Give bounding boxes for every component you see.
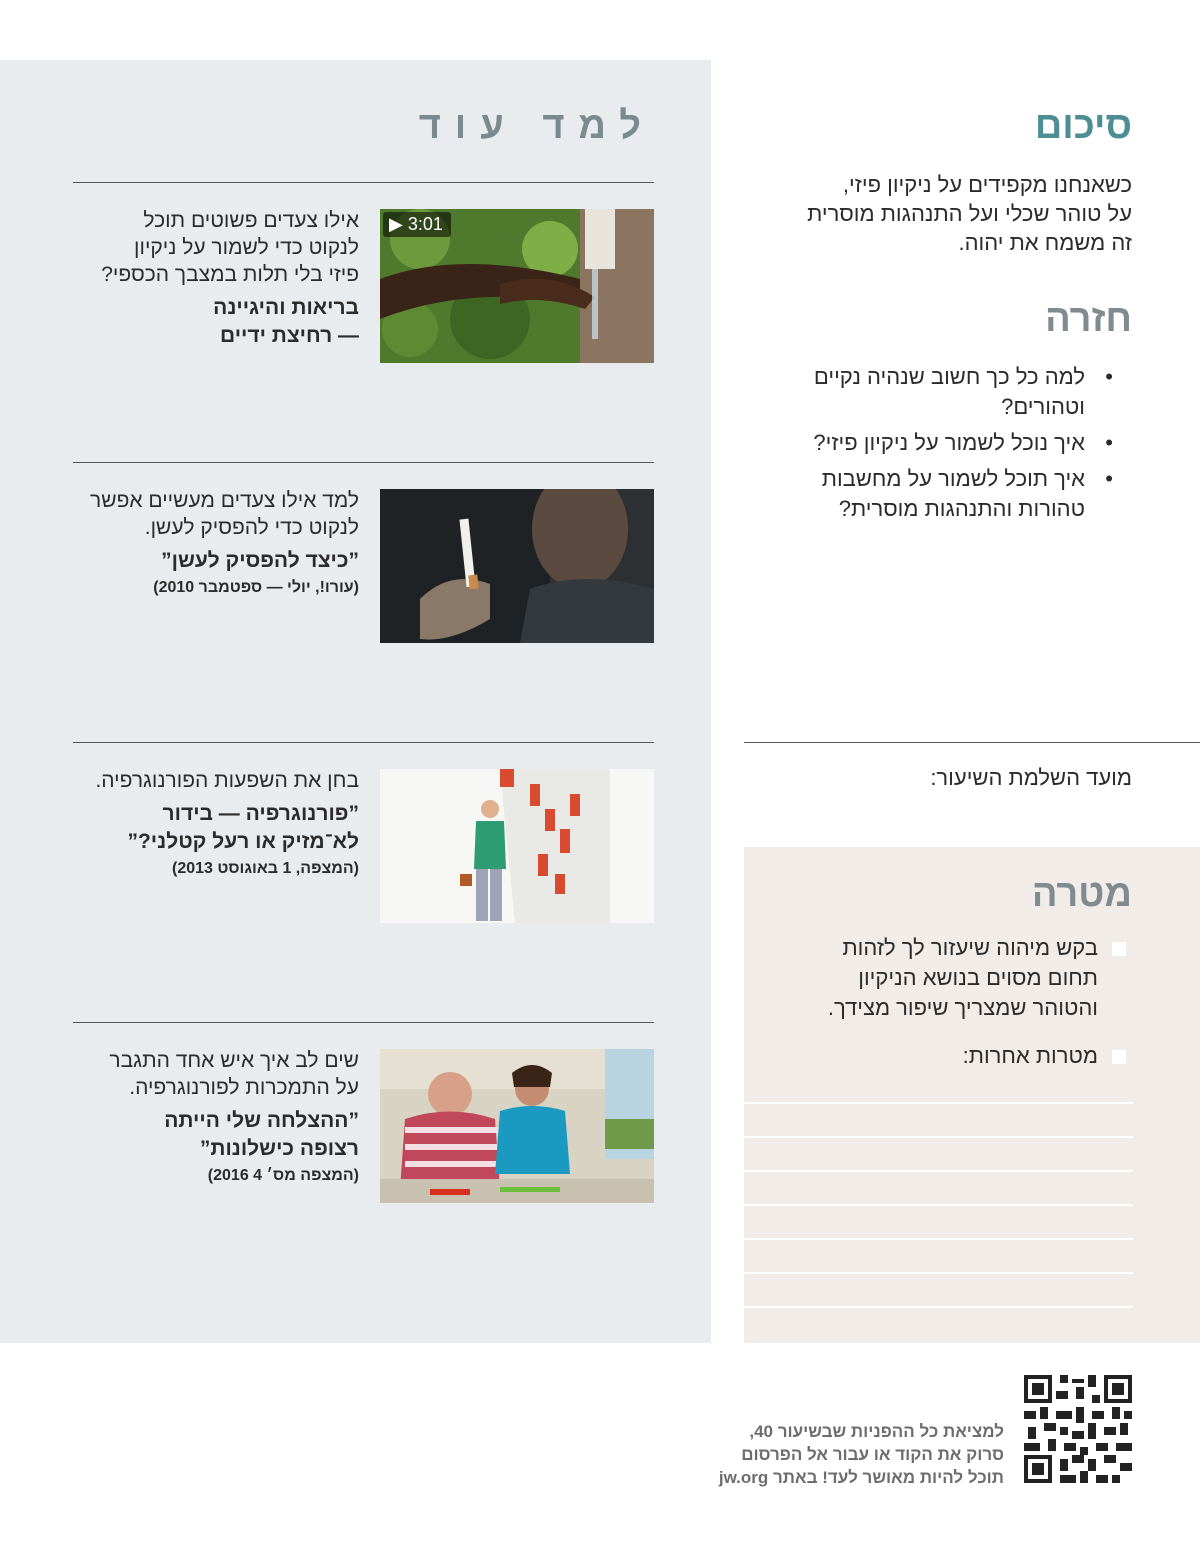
completion-date-label: מועד השלמת השיעור:: [930, 765, 1132, 790]
review-question: • איך נוכל לשמור על ניקיון פיזי?: [745, 428, 1085, 458]
item-title-link[interactable]: ”ההצלחה שלי הייתה רצופה כישלונות”: [164, 1109, 359, 1160]
goal-list: [798, 933, 1098, 1089]
video-duration-badge: ▶ 3:01: [383, 212, 451, 237]
review-question: • איך תוכל לשמור על מחשבות טהורות והתנהגות מוסרית?: [745, 464, 1085, 524]
learn-more-item: [59, 487, 359, 599]
learn-more-item: [59, 767, 359, 880]
divider: [73, 742, 654, 743]
man-with-phone-illustration: [380, 769, 654, 923]
learn-more-item: [59, 1047, 359, 1187]
goal-title: מטרה: [1031, 873, 1132, 915]
goal-item: מטרות אחרות:: [798, 1041, 1098, 1071]
video-thumbnail[interactable]: [380, 209, 654, 363]
item-source: (עורו!, יולי — ספטמבר 2010): [153, 579, 359, 596]
divider: [73, 182, 654, 183]
learn-more-title: למד עוד: [418, 105, 655, 147]
item-title-link[interactable]: בריאות והיגיינה — רחיצת ידיים: [213, 296, 359, 347]
divider: [744, 742, 1200, 743]
write-line: [744, 1136, 1133, 1138]
write-line: [744, 1102, 1133, 1104]
qr-code[interactable]: [1024, 1375, 1132, 1483]
article-thumbnail[interactable]: [380, 769, 654, 923]
summary-title: סיכום: [1034, 105, 1132, 147]
review-title: חזרה: [1045, 298, 1132, 340]
item-title-link[interactable]: ”פורנוגרפיה — בידור לא־מזיק או רעל קטלני?”: [127, 802, 359, 853]
summary-text: כשאנחנו מקפידים על ניקיון פיזי, על טוהר שכלי ועל התנהגות מוסרית זה משמח את יהוה.: [807, 172, 1132, 255]
item-source: (המצפה מס׳ 4 2016): [207, 1167, 359, 1184]
review-list: [745, 362, 1085, 530]
learn-more-item: [59, 207, 359, 350]
play-icon: ▶: [389, 214, 408, 234]
write-line: [744, 1204, 1133, 1206]
item-source: (המצפה, 1 באוגוסט 2013): [171, 860, 359, 877]
item-title-link[interactable]: ”כיצד להפסיק לעשן”: [161, 549, 359, 572]
item-description: אילו צעדים פשוטים תוכל לנקוט כדי לשמור על ניקיון פיזי בלי תלות במצבך הכספי?: [101, 209, 359, 286]
write-line: [744, 1170, 1133, 1172]
write-line: [744, 1306, 1133, 1308]
review-question: • למה כל כך חשוב שנהיה נקיים וטהורים?: [745, 362, 1085, 422]
couple-cooking-photo: [380, 1049, 654, 1203]
man-holding-cigarette-photo: [380, 489, 654, 643]
divider: [73, 462, 654, 463]
article-thumbnail[interactable]: [380, 1049, 654, 1203]
divider: [73, 1022, 654, 1023]
article-thumbnail[interactable]: [380, 489, 654, 643]
item-description: שים לב איך איש אחד התגבר על התמכרות לפורנוגרפיה.: [109, 1049, 359, 1099]
item-description: למד אילו צעדים מעשיים אפשר לנקוט כדי להפסיק לעשן.: [90, 489, 359, 539]
write-line: [744, 1238, 1133, 1240]
goal-panel: [744, 847, 1200, 1343]
goal-item: בקש מיהוה שיעזור לך לזהות תחום מסוים בנושא הניקיון והטוהר שמצריך שיפור מצידך.: [798, 933, 1098, 1023]
footer-text: למציאת כל ההפניות שבשיעור 40, סרוק את הקוד או עבור אל הפרסום תוכל להיות מאושר לעד! באתר jw.org: [718, 1422, 1004, 1487]
item-description: בחן את השפעות הפורנוגרפיה.: [95, 769, 359, 792]
write-line: [744, 1272, 1133, 1274]
